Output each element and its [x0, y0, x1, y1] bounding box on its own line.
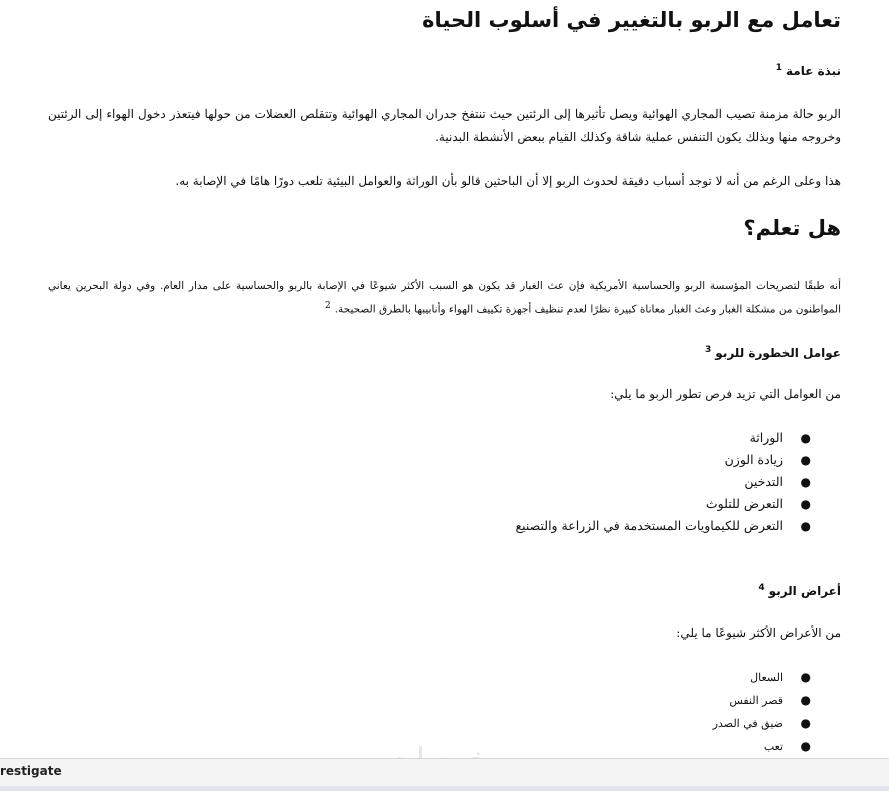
did-you-know-footnote-ref[interactable]: 2 [324, 301, 331, 311]
status-bar-strip [0, 786, 889, 791]
list-item [515, 449, 811, 471]
list-item-text: السعال [750, 671, 783, 684]
bullet-icon: ● [800, 519, 811, 533]
list-item [515, 471, 811, 493]
symptoms-intro: من الأعراض الأكثر شيوعًا ما يلي: [676, 626, 841, 640]
bullet-icon: ● [800, 475, 811, 489]
overview-footnote-ref[interactable]: 1 [775, 63, 782, 73]
risk-factors-list [515, 427, 811, 537]
list-item [713, 666, 811, 689]
status-bar-label: restigate [0, 764, 62, 778]
risk-factors-footnote-ref[interactable]: 3 [705, 345, 712, 355]
list-item-text: ضيق في الصدر [712, 717, 783, 730]
list-item [713, 735, 811, 758]
list-item-text: زيادة الوزن [724, 452, 783, 467]
bullet-icon: ● [800, 431, 811, 445]
risk-factors-intro: من العوامل التي تزيد فرص تطور الربو ما يلي: [610, 387, 841, 401]
list-item-text: الوراثة [749, 430, 783, 445]
overview-heading [776, 58, 841, 81]
list-item-text: التعرض للكيماويات المستخدمة في الزراعة والتصنيع [515, 518, 783, 533]
risk-factors-heading [705, 340, 841, 363]
symptoms-list [713, 666, 811, 758]
did-you-know-text: أنه طبقًا لتصريحات المؤسسة الربو والحساسية الأمريكية فإن عث الغبار قد يكون هو السبب الأكثر شيوعًا في الإصابة بالربو والحساسية على مدار العام. وفي دولة البحرين يعاني المواطنون من مشكلة الغبار وعث الغبار معاناة كبيرة نظرًا لعدم تنظيف أجهزة تكييف الهواء وأنابيبها بالطرق الصحيحة. [48, 280, 841, 316]
did-you-know-heading: هل تعلم؟ [743, 216, 841, 240]
list-item [515, 515, 811, 537]
overview-paragraph-1: الربو حالة مزمنة تصيب المجاري الهوائية ويصل تأثيرها إلى الرئتين حيث تنتفخ جدران المجاري الهوائية وتتقلص العضلات من حولها فيتعذر دخول الهواء إلى الرئتين وخروجه منها وبذلك يكون التنفس عملية شاقة وكذلك القيام ببعض الأنشطة البدنية. [48, 107, 841, 144]
list-item-text: التدخين [744, 474, 783, 489]
symptoms-heading-text: أعراض الربو [768, 584, 841, 598]
list-item [713, 712, 811, 735]
list-item-text: تعب [763, 740, 783, 753]
list-item-text: التعرض للتلوث [705, 496, 783, 511]
status-bar [0, 758, 889, 791]
list-item [515, 493, 811, 515]
list-item [515, 427, 811, 449]
overview-heading-text: نبذة عامة [785, 64, 841, 78]
risk-factors-heading-text: عوامل الخطورة للربو [715, 346, 841, 360]
bullet-icon: ● [800, 497, 811, 511]
bullet-icon: ● [800, 453, 811, 467]
bullet-icon: ● [800, 739, 811, 753]
symptoms-heading [758, 578, 841, 601]
list-item [713, 689, 811, 712]
page-title: تعامل مع الربو بالتغيير في أسلوب الحياة [422, 8, 841, 32]
symptoms-footnote-ref[interactable]: 4 [758, 583, 765, 593]
bullet-icon: ● [800, 716, 811, 730]
did-you-know-paragraph [48, 276, 841, 320]
overview-paragraph-2: هذا وعلى الرغم من أنه لا توجد أسباب دقيقة لحدوث الربو إلا أن الباحثين قالو بأن الوراثة والعوامل البيئية تلعب دورًا هامًا في الإصابة به. [175, 174, 841, 188]
bullet-icon: ● [800, 693, 811, 707]
bullet-icon: ● [800, 670, 811, 684]
list-item-text: قصر النفس [729, 694, 783, 707]
